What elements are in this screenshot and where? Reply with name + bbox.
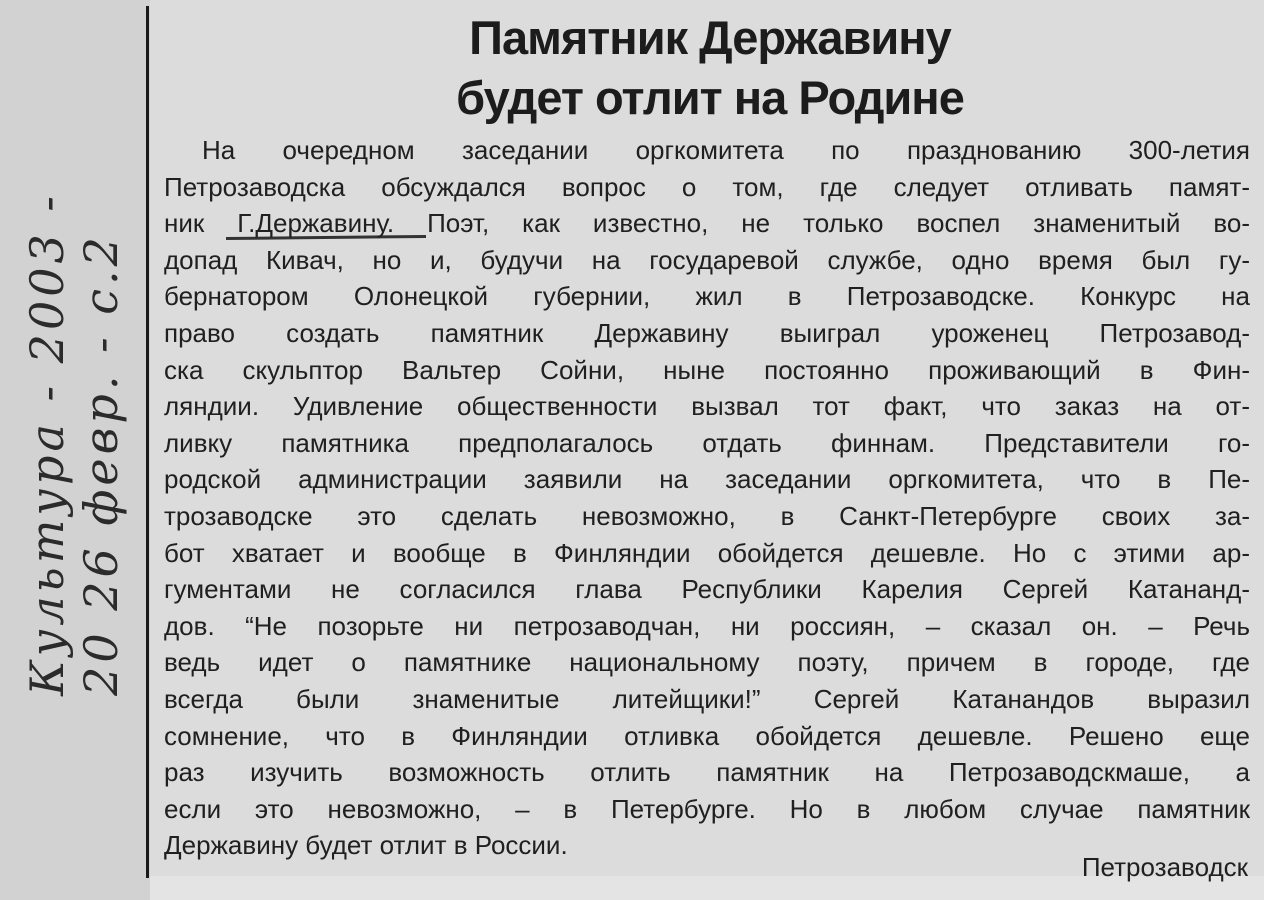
article-line: трозаводске это сделать невозможно, в Санкт-Петербурге своих за- xyxy=(164,500,1250,531)
headline-line-1: Памятник Державину xyxy=(469,11,951,64)
headline-line-2: будет отлит на Родине xyxy=(456,71,964,124)
article-line: право создать памятник Державину выиграл уроженец Петрозавод- xyxy=(164,317,1250,348)
article-line: сомнение, что в Финляндии отливка обойдется дешевле. Решено еще xyxy=(164,720,1250,751)
article-line: если это невозможно, – в Петербурге. Но в любом случае памятник xyxy=(164,793,1250,824)
article-line: дов. “Не позорьте ни петрозаводчан, ни россиян, – сказал он. – Речь xyxy=(164,610,1250,641)
article-line: бернатором Олонецкой губернии, жил в Петрозаводске. Конкурс на xyxy=(164,281,1250,312)
article-line: бот хватает и вообще в Финляндии обойдется дешевле. Но с этими ар- xyxy=(164,537,1250,568)
article-body xyxy=(164,132,1250,864)
article-line: ник Г.Державину. Поэт, как известно, не только воспел знаменитый во- xyxy=(164,208,1250,239)
article-line: раз изучить возможность отлить памятник на Петрозаводскмаше, а xyxy=(164,757,1250,788)
margin-note-line-2: 20 26 февр. - с.2 xyxy=(74,233,128,696)
article-line: ска скульптор Вальтер Сойни, ныне постоянно проживающий в Фин- xyxy=(164,354,1250,385)
margin-note-line-1: Культура - 2003 - xyxy=(20,192,74,696)
article-line: ляндии. Удивление общественности вызвал тот факт, что заказ на от- xyxy=(164,391,1250,422)
article-headline xyxy=(160,8,1260,128)
article-line: всегда были знаменитые литейщики!” Сергей Катанандов выразил xyxy=(164,683,1250,714)
dateline: Петрозаводск xyxy=(1081,852,1248,882)
article-line: На очередном заседании оргкомитета по празднованию 300-летия xyxy=(202,135,1250,165)
article-line: ведь идет о памятнике национальному поэту, причем в городе, где xyxy=(164,647,1250,678)
article-line: Петрозаводска обсуждался вопрос о том, где следует отливать памят- xyxy=(164,171,1250,202)
margin-rule xyxy=(146,6,149,878)
article-line: гументами не согласился глава Республики Карелия Сергей Катананд- xyxy=(164,574,1250,605)
article-line: родской администрации заявили на заседании оргкомитета, что в Пе- xyxy=(164,464,1250,495)
article-line: Державину будет отлит в России. xyxy=(164,830,568,861)
article-line: допад Кивач, но и, будучи на государевой службе, одно время был гу- xyxy=(164,244,1250,275)
article-line: ливку памятника предполагалось отдать финнам. Представители го- xyxy=(164,427,1250,458)
